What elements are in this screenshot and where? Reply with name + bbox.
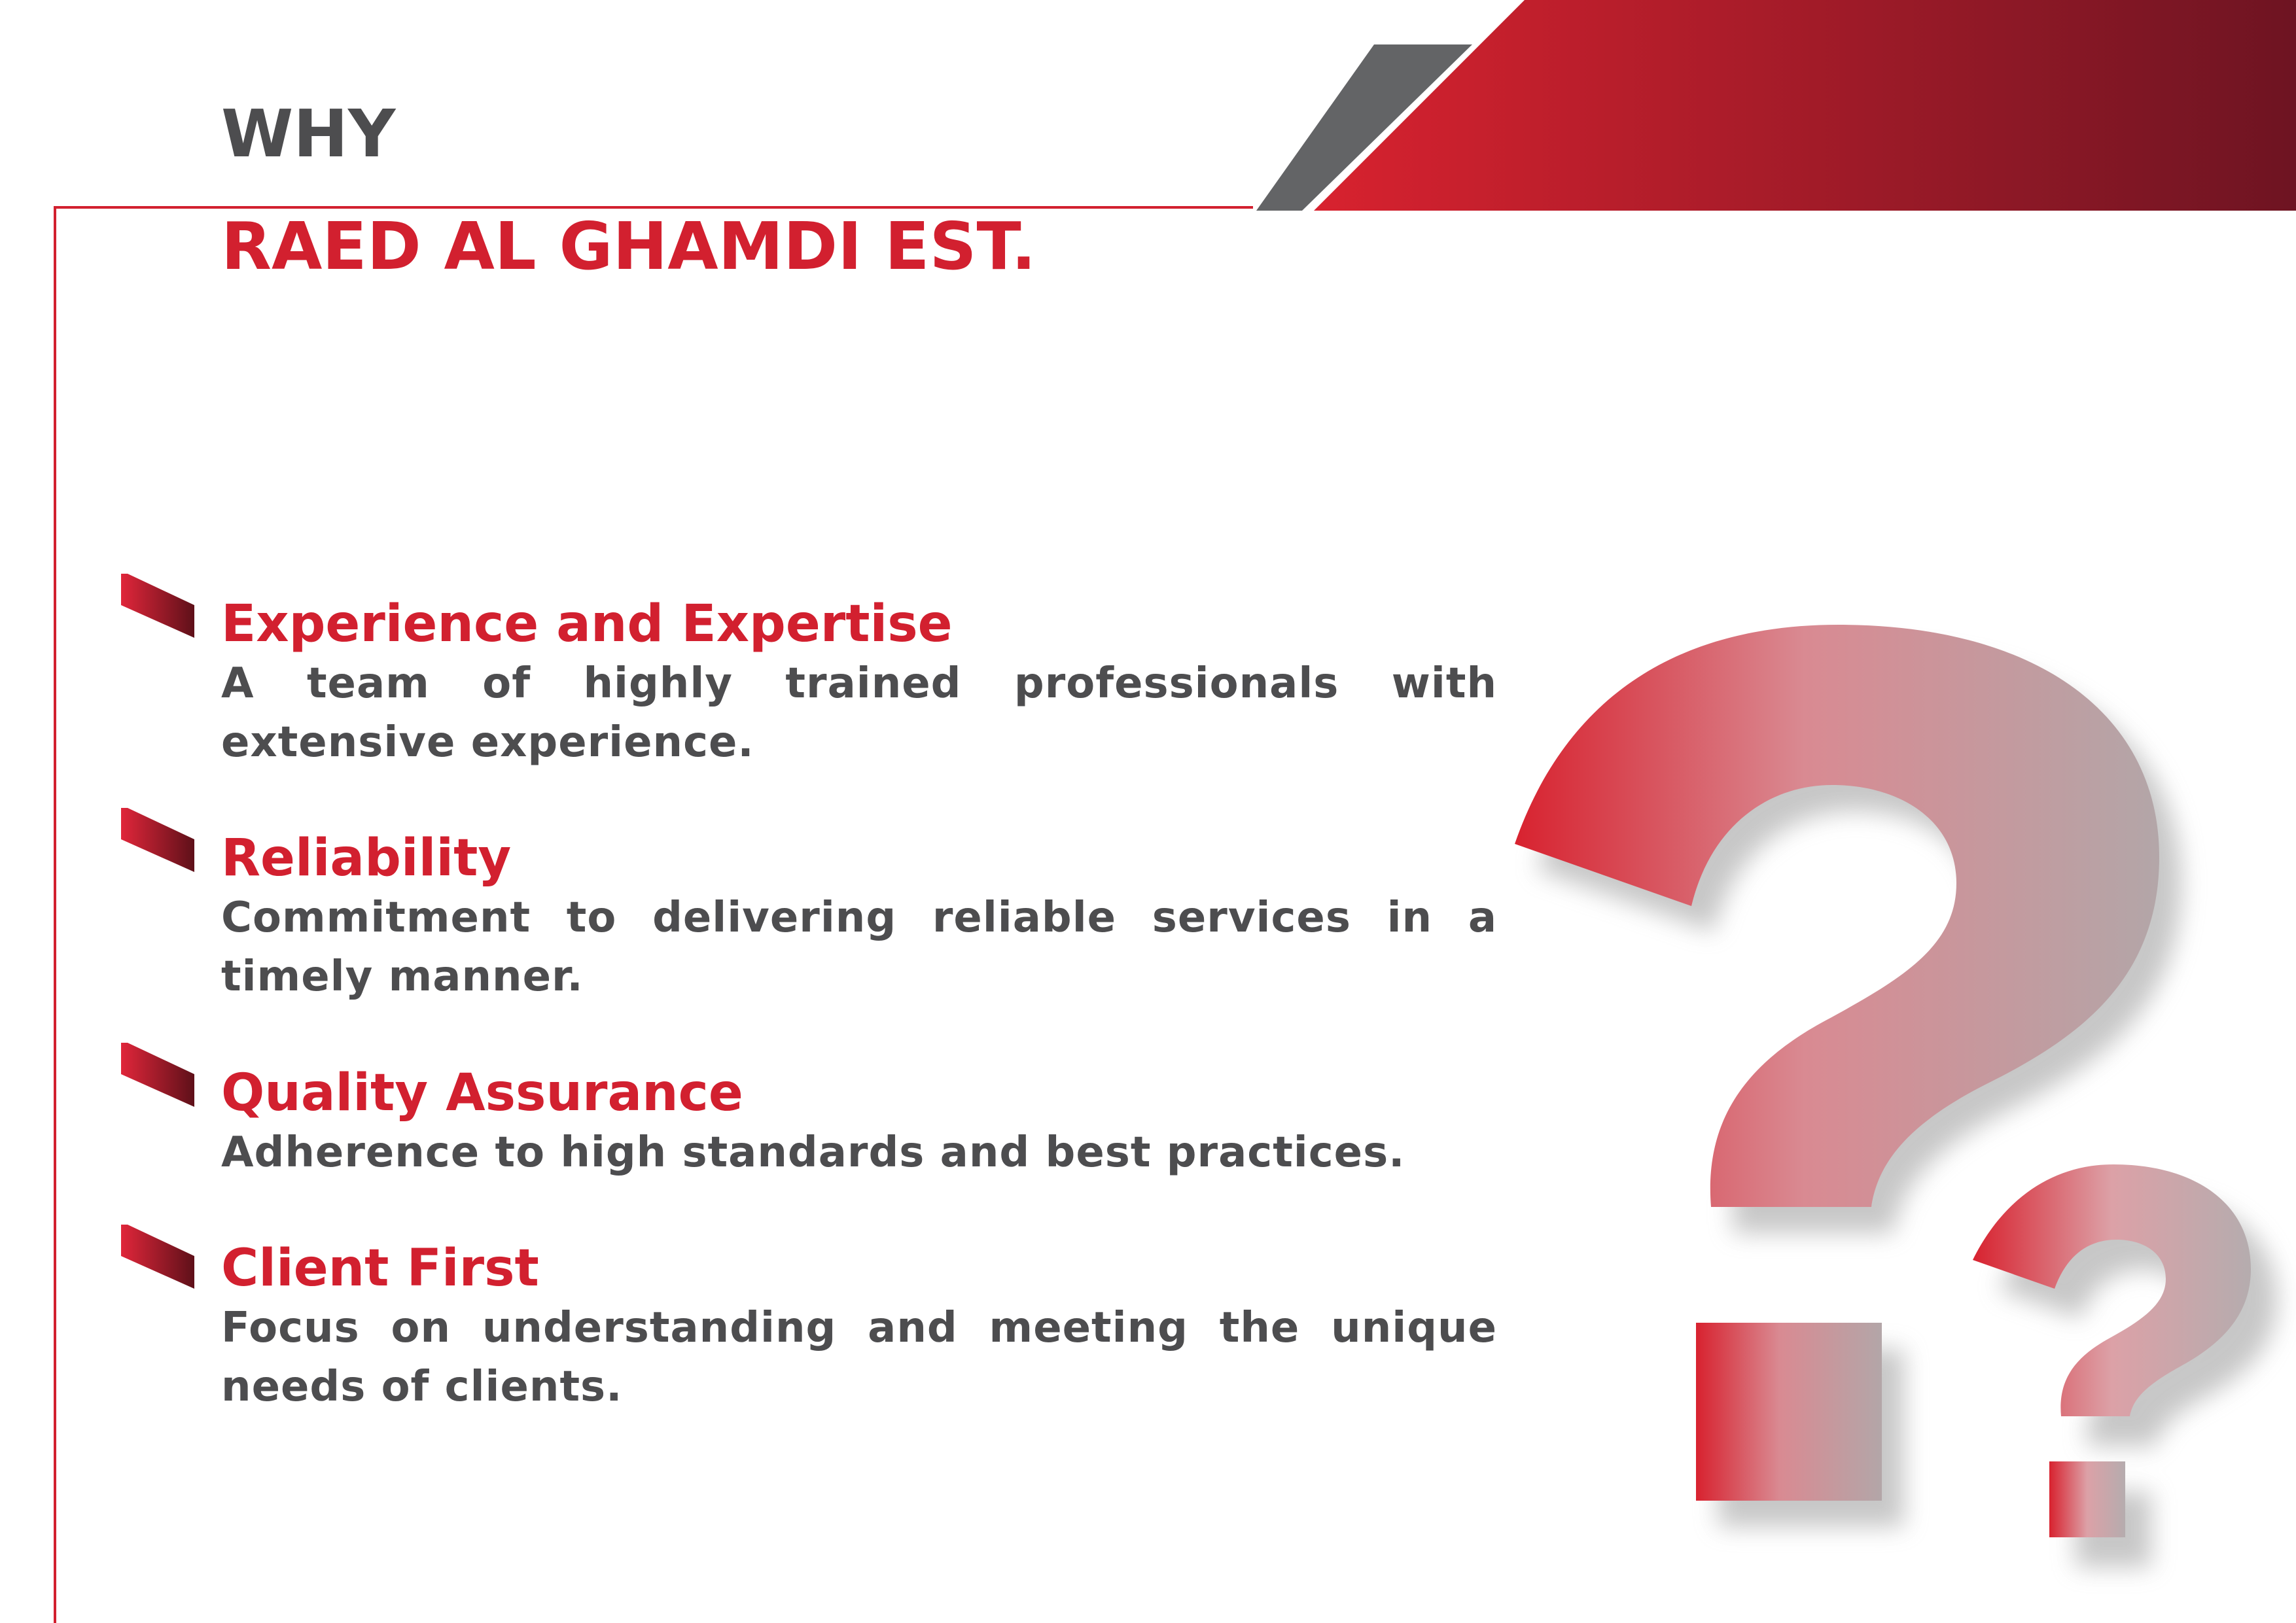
question-marks-icon (1515, 625, 2277, 1567)
red-ribbon-bullet-icon (121, 1225, 194, 1289)
large-question-mark-icon (1515, 625, 2159, 1207)
reason-title: Quality Assurance (221, 1064, 743, 1123)
large-question-mark-dot (1696, 1323, 1882, 1501)
reason-item (221, 1238, 1497, 1416)
header-band (1256, 0, 2296, 211)
section-kicker: WHY (221, 96, 396, 172)
company-name-title: RAED AL GHAMDI EST. (221, 208, 1036, 285)
red-ribbon-bullet-icon (121, 574, 194, 638)
reason-description: Commitment to delivering reliable services in a timely manner. (221, 894, 1497, 1001)
reason-description: Adherence to high standards and best practices. (221, 1128, 1405, 1177)
reason-description: Focus on understanding and meeting the unique needs of clients. (221, 1304, 1497, 1411)
small-question-mark-dot (2049, 1461, 2125, 1537)
red-ribbon-bullet-icon (121, 1043, 194, 1107)
reason-item (221, 828, 1497, 1006)
reason-title: Experience and Expertise (221, 595, 953, 654)
reason-item (221, 1063, 1497, 1182)
reason-title: Client First (221, 1239, 539, 1298)
reason-title: Reliability (221, 829, 512, 888)
red-ribbon-bullet-icon (121, 808, 194, 872)
reason-description: A team of highly trained professionals with extensive experience. (221, 659, 1497, 767)
reason-item (221, 594, 1497, 772)
header-red-band (1314, 0, 2296, 211)
bullet-ribbons (121, 574, 194, 1289)
